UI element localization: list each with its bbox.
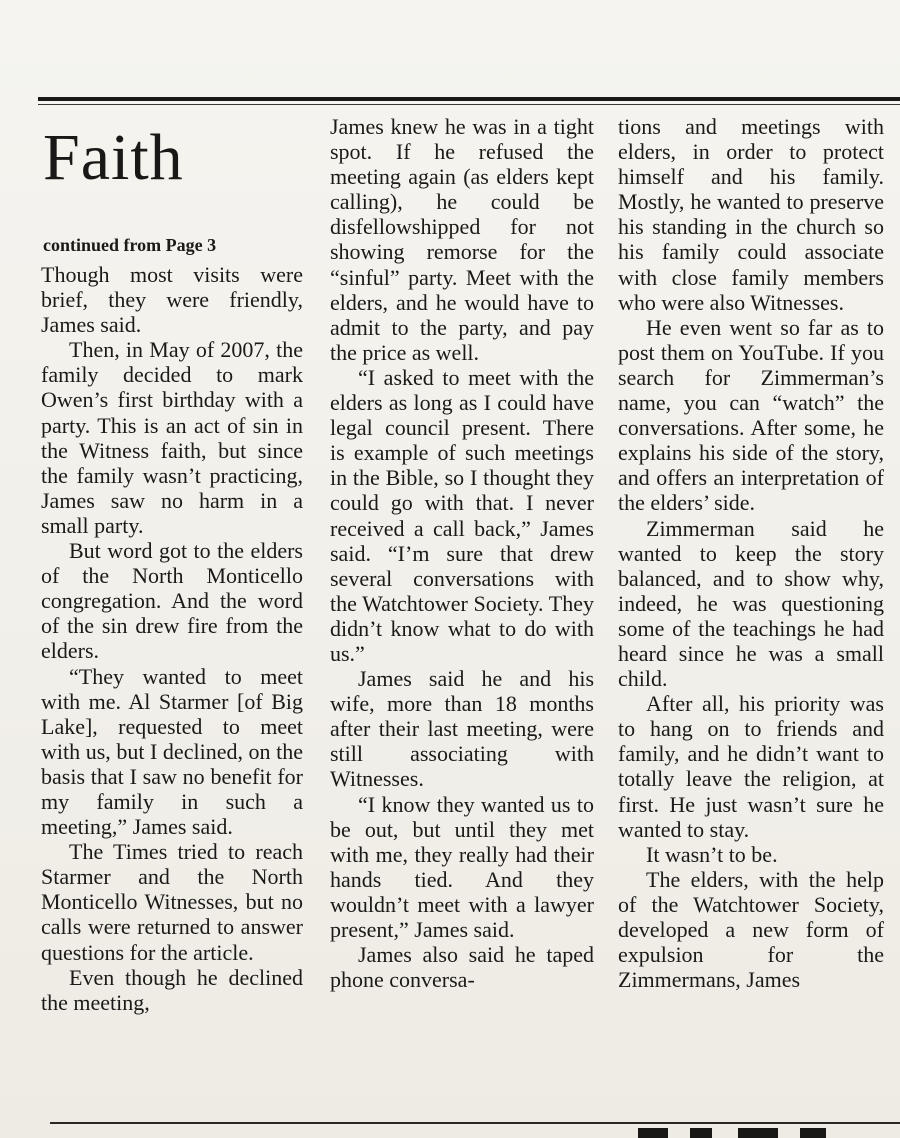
column-1-body xyxy=(41,262,303,1015)
paragraph: But word got to the elders of the North Monticello congregation. And the word of the sin drew fire from the elders. xyxy=(41,538,303,664)
bottom-rule xyxy=(50,1122,900,1124)
column-1 xyxy=(41,114,303,1015)
paragraph: James knew he was in a tight spot. If he refused the meeting again (as elders kept calling), he could be disfellowshipped for not showing remorse for the “sinful” party. Meet with the elders, and he would have to admit to the party, and pay the price as well. xyxy=(330,114,594,365)
paragraph: “I know they wanted us to be out, but until they met with me, they really had their hands tied. And they wouldn’t meet with a lawyer present,” James said. xyxy=(330,791,594,942)
paragraph: Then, in May of 2007, the family decided to mark Owen’s first birthday with a party. This is an act of sin in the Witness faith, but since the family wasn’t practicing, James saw no harm in a small party. xyxy=(41,337,303,538)
paragraph: It wasn’t to be. xyxy=(646,841,778,867)
paragraph: The Times tried to reach Starmer and the North Monticello Witnesses, but no calls were returned to answer questions for the article. xyxy=(41,839,303,965)
jump-line: continued from Page 3 xyxy=(43,235,217,255)
top-rule-thin xyxy=(38,104,900,105)
paragraph: Though most visits were brief, they were friendly, James said. xyxy=(41,262,303,338)
paragraph: tions and meetings with elders, in order to protect himself and his family. Mostly, he wanted to preserve his standing in the church so his family could associate with close family members who were also Witnesses. xyxy=(618,114,884,315)
column-3 xyxy=(618,114,884,992)
paragraph: He even went so far as to post them on YouTube. If you search for Zimmerman’s name, you can “watch” the conversations. After some, he explains his side of the story, and offers an interpretation of the elders’ side. xyxy=(618,314,884,516)
column-3-body xyxy=(618,114,884,992)
paragraph: James also said he taped phone conversa- xyxy=(330,942,594,993)
next-headline-bleed xyxy=(620,1128,900,1138)
paragraph: Zimmerman said he wanted to keep the story balanced, and to show why, indeed, he was questioning some of the teachings he had heard since he was a small child. xyxy=(618,515,884,692)
headline: Faith xyxy=(43,121,184,194)
column-2-body xyxy=(330,114,594,992)
paragraph: Even though he declined the meeting, xyxy=(41,964,303,1015)
paragraph: James said he and his wife, more than 18 months after their last meeting, were still associating with Witnesses. xyxy=(330,666,594,792)
paragraph: “They wanted to meet with me. Al Starmer [of Big Lake], requested to meet with us, but I declined, on the basis that I saw no benefit for my family in such a meeting,” James said. xyxy=(41,663,303,840)
column-2 xyxy=(330,114,594,992)
paragraph: After all, his priority was to hang on to friends and family, and he didn’t want to totally leave the religion, at first. He just wasn’t sure he wanted to stay. xyxy=(618,691,884,842)
paragraph: The elders, with the help of the Watchtower Society, developed a new form of expulsion for the Zimmermans, James xyxy=(618,866,884,993)
top-rule xyxy=(38,97,900,101)
paragraph: “I asked to meet with the elders as long as I could have legal council present. There is example of such meetings in the Bible, so I thought they could go with that. I never received a call back,” James said. “I’m sure that drew several conversations with the Watchtower Society. They didn’t know what to do with us.” xyxy=(330,364,594,666)
